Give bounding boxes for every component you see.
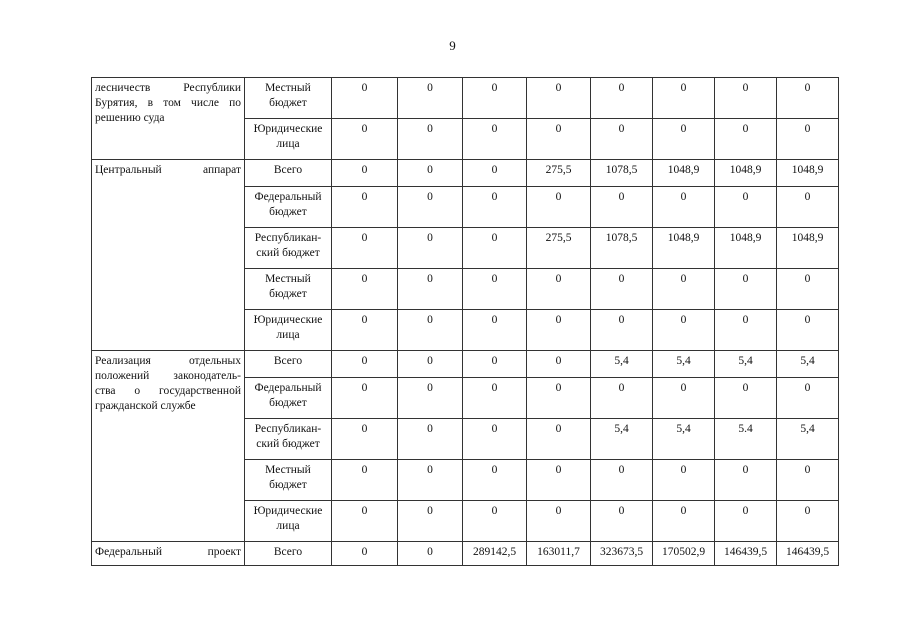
value-cell: 0 — [398, 419, 463, 460]
program-name-line: Центральный аппарат — [95, 164, 241, 176]
value-cell: 0 — [653, 310, 715, 351]
value-cell: 0 — [777, 119, 839, 160]
program-name-line: ства о государственной — [95, 385, 241, 397]
value-cell: 1078,5 — [591, 228, 653, 269]
value-cell: 0 — [527, 310, 591, 351]
value-cell: 0 — [398, 501, 463, 542]
value-cell: 0 — [398, 310, 463, 351]
value-cell: 0 — [715, 460, 777, 501]
value-cell: 0 — [332, 460, 398, 501]
value-cell: 0 — [463, 269, 527, 310]
value-cell: 0 — [591, 119, 653, 160]
value-cell: 275,5 — [527, 160, 591, 187]
table-row — [92, 542, 839, 566]
funding-source-cell: Всего — [245, 351, 332, 378]
value-cell: 0 — [332, 310, 398, 351]
value-cell: 0 — [332, 228, 398, 269]
value-cell: 0 — [398, 542, 463, 566]
value-cell: 0 — [591, 187, 653, 228]
value-cell: 5,4 — [653, 419, 715, 460]
value-cell: 0 — [398, 460, 463, 501]
value-cell: 0 — [332, 160, 398, 187]
value-cell: 0 — [463, 160, 527, 187]
value-cell: 0 — [527, 378, 591, 419]
program-name-line: Федеральный проект — [95, 546, 241, 558]
value-cell: 0 — [398, 378, 463, 419]
funding-source-cell: Юридические лица — [245, 310, 332, 351]
value-cell: 0 — [653, 78, 715, 119]
value-cell: 0 — [653, 187, 715, 228]
value-cell: 1048,9 — [715, 228, 777, 269]
value-cell: 0 — [777, 187, 839, 228]
value-cell: 0 — [715, 187, 777, 228]
value-cell: 5,4 — [715, 351, 777, 378]
funding-source-cell: Юридические лица — [245, 501, 332, 542]
program-name-cell — [92, 542, 245, 566]
value-cell: 0 — [591, 269, 653, 310]
funding-source-cell: Местный бюджет — [245, 460, 332, 501]
value-cell: 0 — [332, 501, 398, 542]
value-cell: 275,5 — [527, 228, 591, 269]
value-cell: 0 — [332, 419, 398, 460]
value-cell: 0 — [463, 228, 527, 269]
program-name-line: гражданской службе — [95, 400, 196, 412]
value-cell: 0 — [463, 119, 527, 160]
value-cell: 0 — [398, 160, 463, 187]
value-cell: 0 — [653, 269, 715, 310]
value-cell: 0 — [463, 501, 527, 542]
value-cell: 0 — [653, 378, 715, 419]
value-cell: 0 — [332, 78, 398, 119]
program-name-line: Реализация отдельных — [95, 355, 241, 367]
value-cell: 170502,9 — [653, 542, 715, 566]
value-cell: 0 — [398, 119, 463, 160]
value-cell: 0 — [527, 119, 591, 160]
table-row — [92, 351, 839, 378]
value-cell: 0 — [591, 460, 653, 501]
value-cell: 0 — [777, 78, 839, 119]
value-cell: 1078,5 — [591, 160, 653, 187]
table-row — [92, 160, 839, 187]
value-cell: 0 — [463, 419, 527, 460]
value-cell: 0 — [527, 419, 591, 460]
value-cell: 0 — [715, 119, 777, 160]
value-cell: 0 — [591, 501, 653, 542]
value-cell: 0 — [715, 378, 777, 419]
value-cell: 146439,5 — [777, 542, 839, 566]
value-cell: 0 — [332, 269, 398, 310]
funding-source-cell: Юридические лица — [245, 119, 332, 160]
table-row — [92, 78, 839, 119]
value-cell: 0 — [527, 187, 591, 228]
value-cell: 0 — [463, 378, 527, 419]
value-cell: 0 — [591, 378, 653, 419]
value-cell: 0 — [398, 187, 463, 228]
value-cell: 0 — [527, 78, 591, 119]
value-cell: 163011,7 — [527, 542, 591, 566]
value-cell: 1048,9 — [653, 160, 715, 187]
value-cell: 1048,9 — [715, 160, 777, 187]
value-cell: 323673,5 — [591, 542, 653, 566]
value-cell: 5,4 — [653, 351, 715, 378]
value-cell: 1048,9 — [653, 228, 715, 269]
program-name-line: лесничеств Республики — [95, 82, 241, 94]
value-cell: 0 — [463, 78, 527, 119]
value-cell: 0 — [653, 119, 715, 160]
value-cell: 0 — [332, 542, 398, 566]
program-name-cell — [92, 351, 245, 542]
value-cell: 0 — [527, 460, 591, 501]
program-name-line: решению суда — [95, 112, 165, 124]
funding-source-cell: Всего — [245, 160, 332, 187]
value-cell: 0 — [777, 269, 839, 310]
funding-source-cell: Всего — [245, 542, 332, 566]
value-cell: 0 — [715, 310, 777, 351]
funding-source-cell: Республикан-ский бюджет — [245, 228, 332, 269]
value-cell: 0 — [332, 187, 398, 228]
value-cell: 5,4 — [777, 351, 839, 378]
funding-source-cell: Местный бюджет — [245, 269, 332, 310]
value-cell: 0 — [591, 310, 653, 351]
value-cell: 0 — [398, 351, 463, 378]
value-cell: 0 — [398, 269, 463, 310]
value-cell: 0 — [653, 501, 715, 542]
funding-source-cell: Федеральный бюджет — [245, 187, 332, 228]
program-name-cell — [92, 78, 245, 160]
program-name-cell — [92, 160, 245, 351]
value-cell: 0 — [463, 187, 527, 228]
value-cell: 0 — [777, 501, 839, 542]
funding-source-cell: Республикан-ский бюджет — [245, 419, 332, 460]
program-name-line: положений законодатель- — [95, 370, 241, 382]
value-cell: 0 — [591, 78, 653, 119]
value-cell: 0 — [332, 119, 398, 160]
funding-source-cell: Местный бюджет — [245, 78, 332, 119]
budget-table — [91, 77, 839, 566]
value-cell: 0 — [398, 228, 463, 269]
value-cell: 0 — [398, 78, 463, 119]
value-cell: 0 — [715, 269, 777, 310]
value-cell: 0 — [463, 310, 527, 351]
value-cell: 1048,9 — [777, 228, 839, 269]
value-cell: 0 — [463, 460, 527, 501]
page-number: 9 — [449, 38, 456, 53]
value-cell: 5.4 — [715, 419, 777, 460]
funding-source-cell: Федеральный бюджет — [245, 378, 332, 419]
value-cell: 0 — [527, 501, 591, 542]
value-cell: 0 — [332, 378, 398, 419]
value-cell: 0 — [527, 269, 591, 310]
value-cell: 0 — [715, 501, 777, 542]
value-cell: 0 — [463, 351, 527, 378]
value-cell: 289142,5 — [463, 542, 527, 566]
value-cell: 0 — [715, 78, 777, 119]
value-cell: 0 — [653, 460, 715, 501]
value-cell: 0 — [777, 378, 839, 419]
value-cell: 5,4 — [591, 351, 653, 378]
value-cell: 5,4 — [777, 419, 839, 460]
value-cell: 1048,9 — [777, 160, 839, 187]
value-cell: 0 — [777, 310, 839, 351]
value-cell: 0 — [777, 460, 839, 501]
value-cell: 5,4 — [591, 419, 653, 460]
value-cell: 146439,5 — [715, 542, 777, 566]
value-cell: 0 — [332, 351, 398, 378]
program-name-line: Бурятия, в том числе по — [95, 97, 241, 109]
value-cell: 0 — [527, 351, 591, 378]
